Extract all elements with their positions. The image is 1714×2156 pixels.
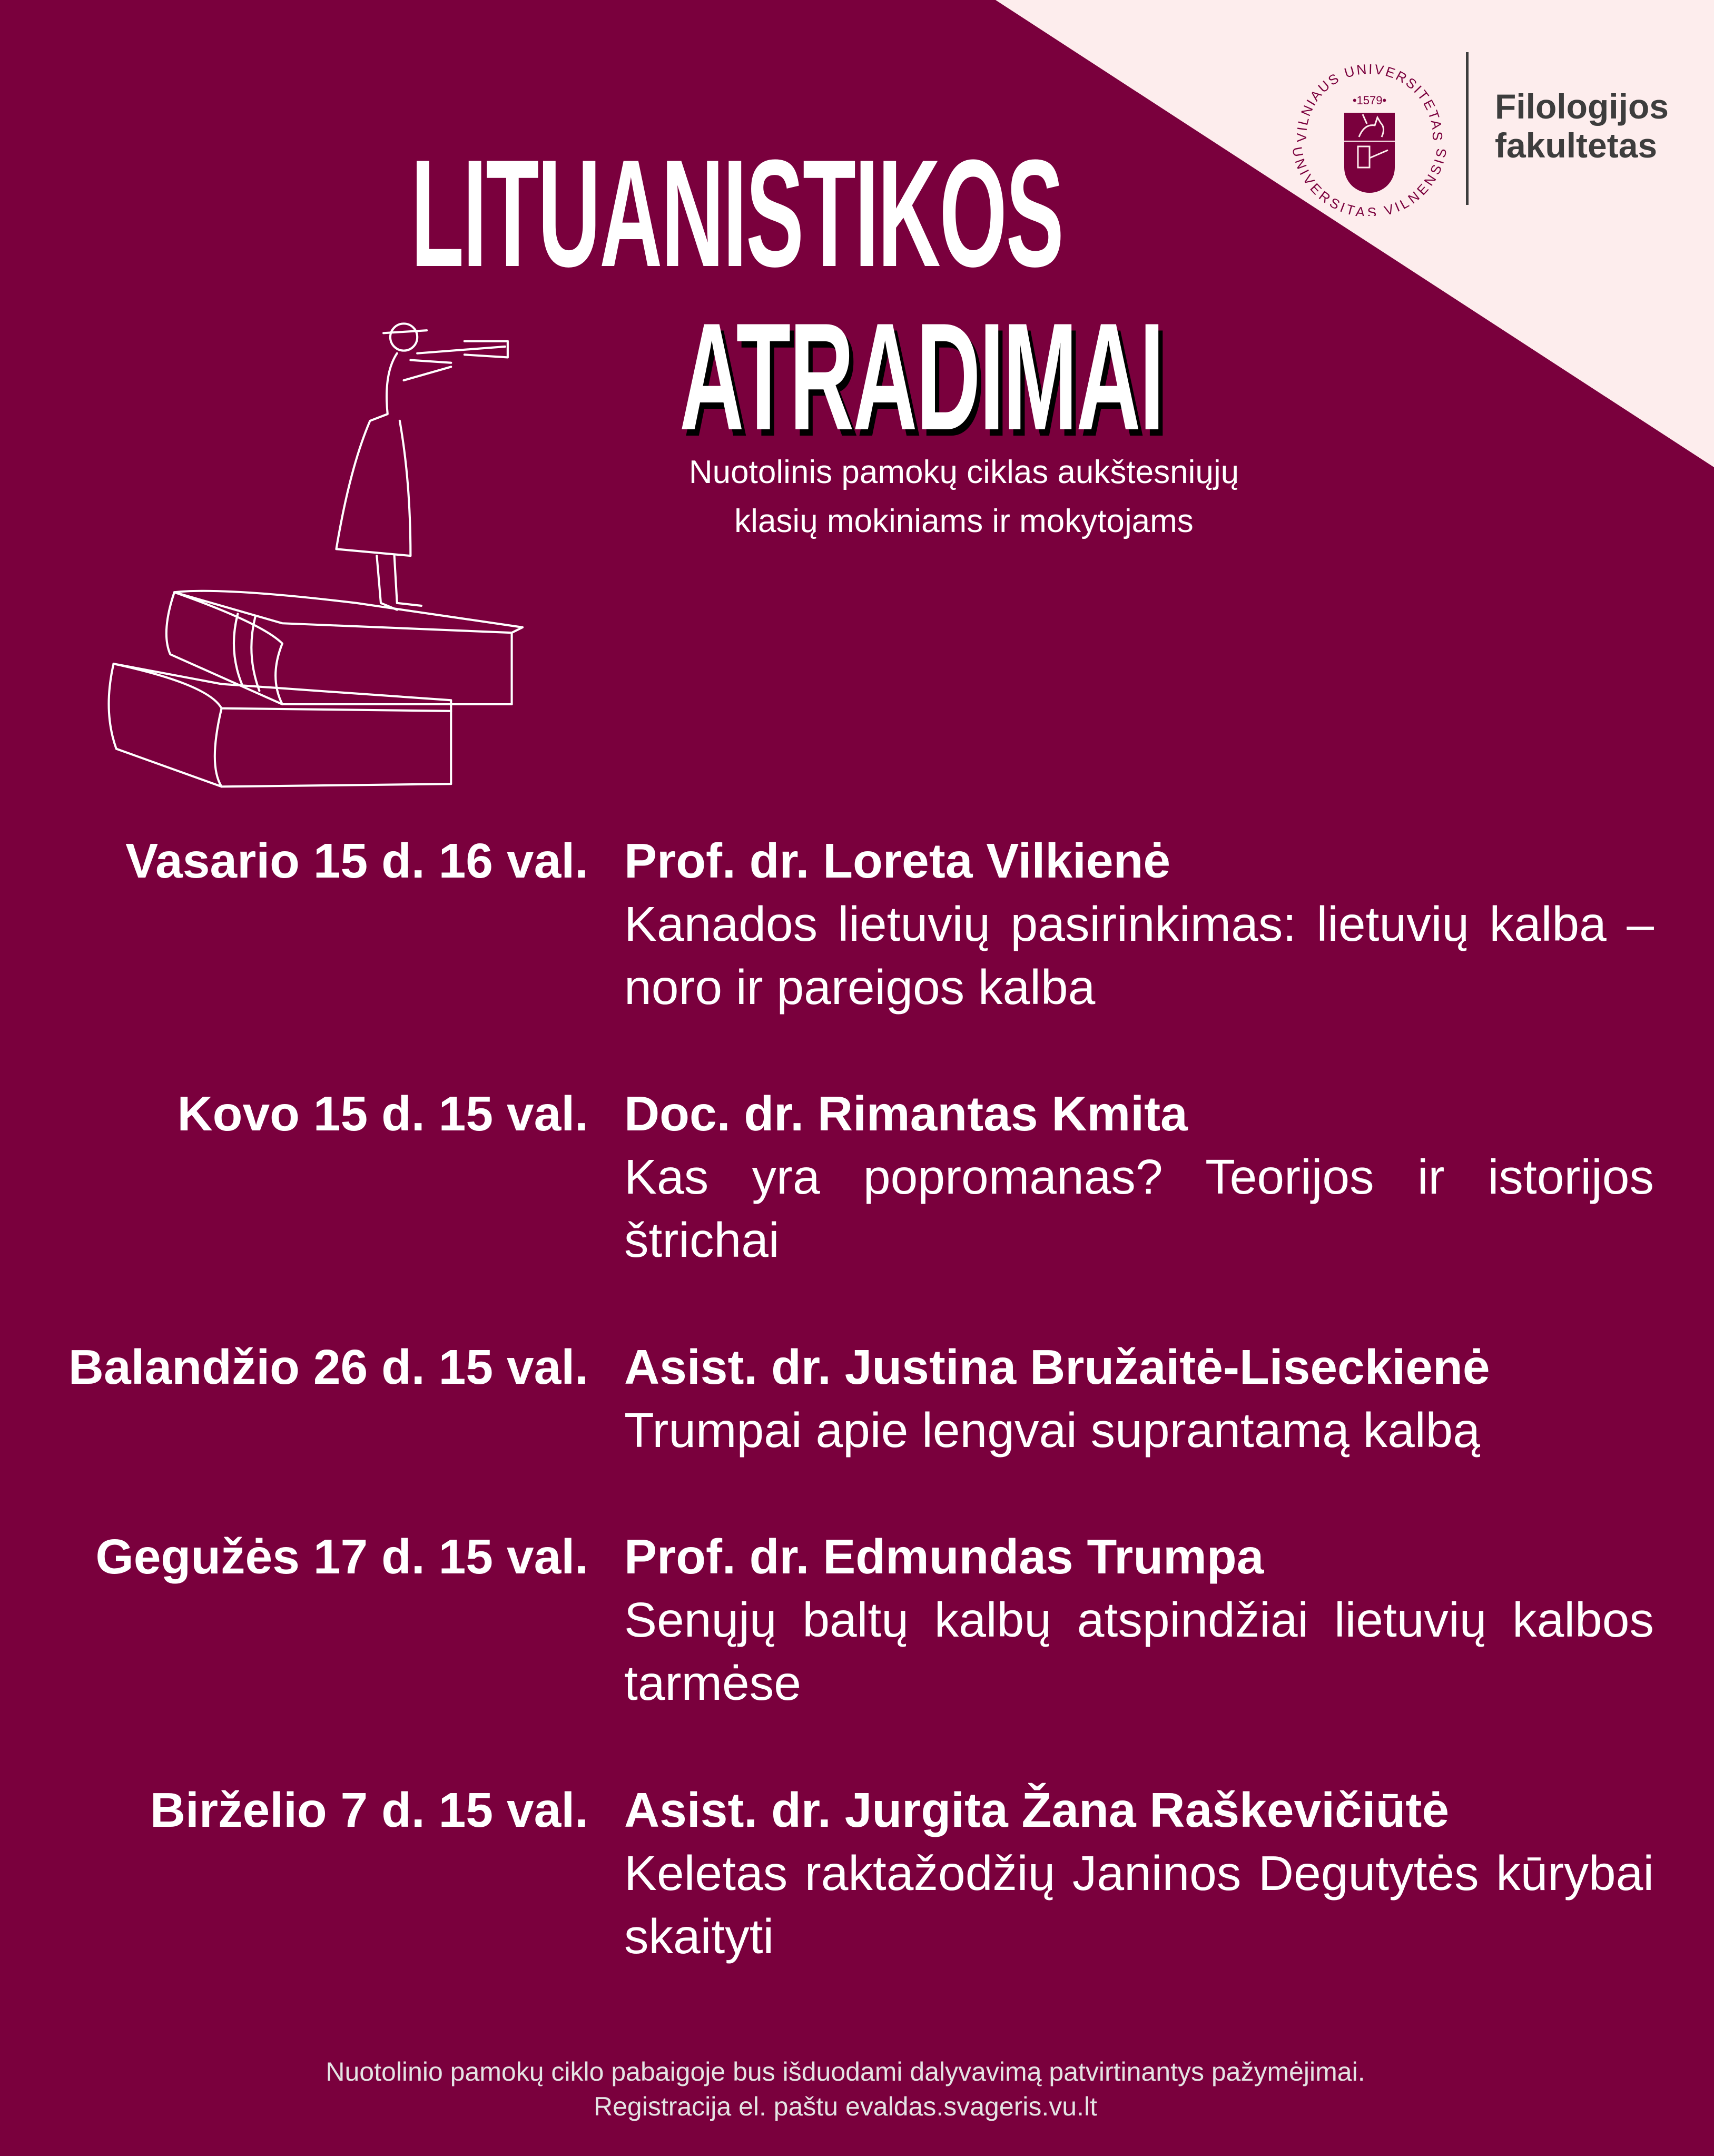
lecturer-name: Asist. dr. Jurgita Žana Raškevičiūtė [624,1783,1450,1837]
university-seal-logo [1285,47,1454,219]
lecture-date: Kovo 15 d. 15 val. [177,1086,588,1141]
svg-text:VILNIAUS UNIVERSITETAS: VILNIAUS UNIVERSITETAS [1293,61,1446,142]
logo-divider [1466,52,1469,205]
title-line2: ATRADIMAI [679,291,1164,462]
lecture-topic-line: Kanados lietuvių pasirinkimas: lietuvių kalba – [624,897,1654,951]
faculty-line2: fakultetas [1495,126,1658,165]
lecturer-name: Prof. dr. Loreta Vilkienė [624,833,1171,888]
lecture-date: Gegužės 17 d. 15 val. [95,1529,588,1584]
lecture-topic-line: noro ir pareigos kalba [624,960,1096,1015]
subtitle [543,448,1385,546]
faculty-name [1495,87,1669,165]
subtitle-line2: klasių mokiniams ir mokytojams [734,503,1194,539]
faculty-line1: Filologijos [1495,87,1669,126]
lecture-topic-line: Kas yra popromanas? Teorijos ir istorijos [624,1149,1654,1204]
lecturer-name: Asist. dr. Justina Bružaitė-Liseckienė [624,1340,1490,1394]
footer-certificate-note: Nuotolinio pamokų ciklo pabaigoje bus išduodami dalyvavimą patvirtinantys pažymėjimai. [326,2057,1365,2086]
footer [0,2054,1691,2124]
lecture-topic-line: Keletas raktažodžių Janinos Degutytės kūrybai [624,1846,1654,1901]
lecture-topic-line: skaityti [624,1909,774,1964]
books-telescope-illustration [100,308,532,798]
lecturer-name: Doc. dr. Rimantas Kmita [624,1086,1188,1141]
lecture-topic-line: tarmėse [624,1656,801,1710]
lecture-topic-line: štrichai [624,1213,780,1267]
footer-registration: Registracija el. paštu evaldas.svageris.vu.lt [593,2092,1097,2121]
lecture-date: Balandžio 26 d. 15 val. [68,1340,588,1394]
title-line1: LITUANISTIKOS [411,128,1063,299]
lecture-date: Vasario 15 d. 16 val. [125,833,588,888]
svg-text:UNIVERSITAS VILNENSIS: UNIVERSITAS VILNENSIS [1289,145,1450,216]
lecture-topic-line: Trumpai apie lengvai suprantamą kalbą [624,1403,1480,1458]
svg-text:•1579•: •1579• [1352,94,1387,107]
lecture-topic-line: Senųjų baltų kalbų atspindžiai lietuvių kalbos [624,1592,1654,1647]
subtitle-line1: Nuotolinis pamokų ciklas aukštesniųjų [688,454,1239,490]
lecture-date: Birželio 7 d. 15 val. [150,1783,588,1837]
lecturer-name: Prof. dr. Edmundas Trumpa [624,1529,1264,1584]
